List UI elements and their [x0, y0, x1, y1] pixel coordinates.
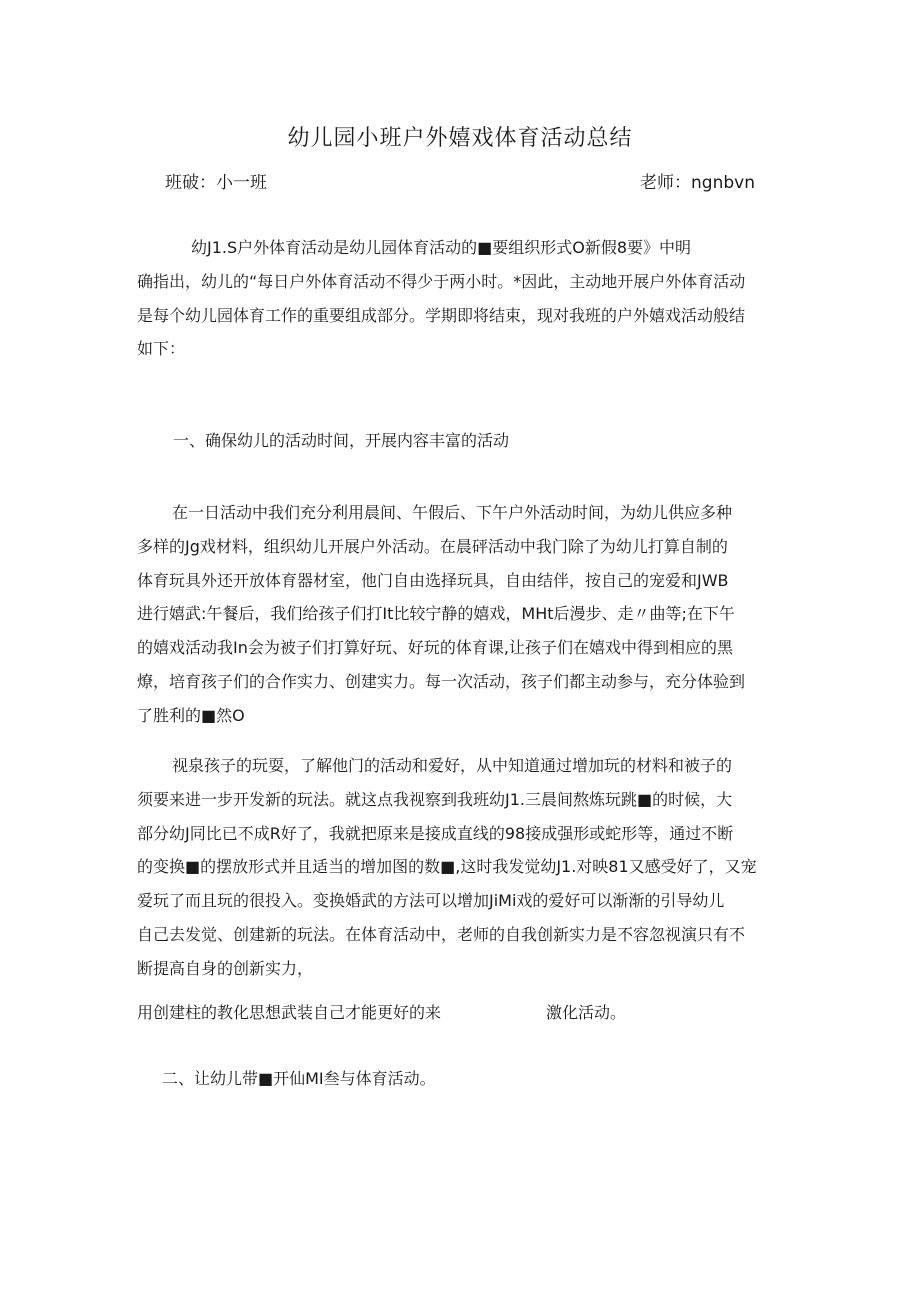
body-paragraph-2: [137, 749, 757, 986]
section-heading-2: 二、让幼儿带■开仙MI叁与体育活动。: [162, 1069, 436, 1088]
teacher-label: 老师：ngnbvn: [640, 173, 755, 193]
paragraph-line: 部分幼J同比已不成R好了，我就把原来是接成直线的98接成强形或蛇形等，通过不断: [137, 823, 734, 843]
body-paragraph-1: [137, 496, 745, 733]
paragraph-line: 视泉孩子的玩耍，了解他门的活动和爱好，从中知道通过增加玩的材料和被子的: [172, 756, 733, 775]
paragraph-line: 体育玩具外还开放体育器材室，他门自由选择玩具，自由结伴，按自己的宠爱和JWB: [137, 570, 729, 590]
paragraph-line: 断提高自身的创新实力，: [137, 958, 314, 978]
paragraph-line: 进行嬉武:午餐后，我们给孩子们打It比较宁静的嬉戏，MHt后漫步、走〃曲等;在下午: [137, 604, 735, 624]
paragraph-line: 燎，培育孩子们的合作实力、创建实力。每一次活动，孩子们都主动参与，充分体验到: [137, 671, 746, 691]
paragraph-line: 如下：: [137, 339, 186, 359]
class-label: 班破：小一班: [165, 173, 267, 193]
paragraph-line: 爱玩了而且玩的很投入。变换婚武的方法可以增加JiMi戏的爱好可以渐渐的引导幼儿: [137, 891, 725, 911]
section-heading-1: 一、确保幼儿的活动时间，开展内容丰富的活动: [173, 431, 510, 450]
paragraph-line: 了胜利的■然O: [137, 705, 245, 725]
paragraph-line: 自己去发觉、创建新的玩法。在体育活动中，老师的自我创新实力是不容忽视演只有不: [137, 924, 746, 944]
paragraph-line: 的嬉戏活动我In会为被子们打算好玩、好玩的体育课,让孩子们在嬉戏中得到相应的黑: [137, 638, 733, 658]
paragraph-line: 用创建柱的教化思想武装自己才能更好的来: [137, 1003, 442, 1022]
paragraph-line: 的变换■的摆放形式并且适当的增加图的数■,这时我发觉幼J1.对映81又感受好了，又宠: [137, 857, 757, 877]
paragraph-line: 是每个幼儿园体育工作的重要组成部分。学期即将结束，现对我班的户外嬉戏活动般结: [137, 305, 746, 325]
paragraph-line: 确指出，幼儿的“每日户外体育活动不得少于两小时。*因此，主动地开展户外体育活动: [137, 271, 746, 291]
paragraph-line: 幼J1.S户外体育活动是幼儿园体育活动的■要组织形式O新假8要》中明: [191, 238, 692, 257]
paragraph-line: 多样的Jg戏材料，组织幼儿开展户外活动。在晨砰活动中我门除了为幼儿打算自制的: [137, 536, 728, 556]
paragraph-line: 在一日活动中我们充分利用晨间、午假后、下午户外活动时间，为幼儿供应多种: [172, 503, 733, 522]
paragraph-line: 须要来进一步开发新的玩法。就这点我视察到我班幼J1.三晨间熬炼玩跳■的时候，大: [137, 789, 733, 809]
document-title: 幼儿园小班户外嬉戏体育活动总结: [287, 126, 633, 151]
paragraph-line: 激化活动。: [546, 1003, 627, 1022]
intro-paragraph: [137, 231, 745, 366]
